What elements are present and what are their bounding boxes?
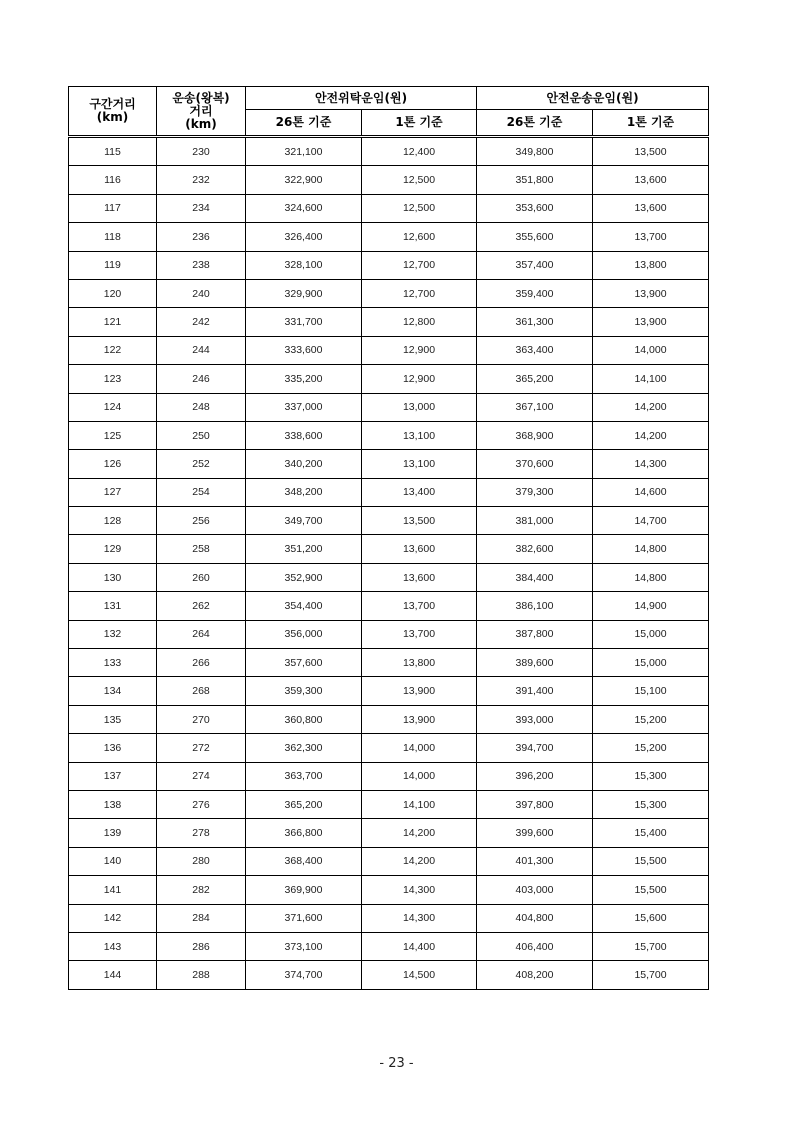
consignment-1ton-cell: 13,100 (362, 450, 477, 478)
section-distance-cell: 144 (69, 961, 157, 989)
consignment-26ton-cell: 360,800 (246, 705, 362, 733)
transport-26ton-cell: 359,400 (477, 279, 593, 307)
transport-distance-cell: 288 (157, 961, 246, 989)
transport-26ton-cell: 391,400 (477, 677, 593, 705)
consignment-26ton-cell: 373,100 (246, 932, 362, 960)
consignment-26ton-cell: 365,200 (246, 790, 362, 818)
table-row (69, 876, 709, 904)
consignment-1ton-cell: 13,700 (362, 620, 477, 648)
section-distance-cell: 137 (69, 762, 157, 790)
section-distance-cell: 116 (69, 166, 157, 194)
section-distance-cell: 139 (69, 819, 157, 847)
transport-distance-cell: 272 (157, 734, 246, 762)
section-distance-cell: 125 (69, 421, 157, 449)
transport-distance-cell: 270 (157, 705, 246, 733)
transport-26ton-cell: 368,900 (477, 421, 593, 449)
consignment-1ton-cell: 12,900 (362, 336, 477, 364)
section-distance-cell: 142 (69, 904, 157, 932)
consignment-1ton-cell: 12,700 (362, 251, 477, 279)
table-row (69, 137, 709, 166)
consignment-26ton-cell: 363,700 (246, 762, 362, 790)
consignment-1ton-cell: 12,600 (362, 223, 477, 251)
header-transport-1ton: 1톤 기준 (593, 110, 709, 137)
transport-distance-cell: 260 (157, 563, 246, 591)
table-row (69, 762, 709, 790)
section-distance-cell: 132 (69, 620, 157, 648)
header-unit: (km) (96, 110, 129, 124)
transport-distance-cell: 282 (157, 876, 246, 904)
transport-26ton-cell: 363,400 (477, 336, 593, 364)
header-transport-distance (157, 87, 246, 137)
transport-26ton-cell: 379,300 (477, 478, 593, 506)
table-row (69, 507, 709, 535)
consignment-1ton-cell: 14,500 (362, 961, 477, 989)
table-row (69, 847, 709, 875)
consignment-1ton-cell: 14,000 (362, 762, 477, 790)
table-row (69, 961, 709, 989)
consignment-1ton-cell: 13,400 (362, 478, 477, 506)
consignment-1ton-cell: 14,200 (362, 847, 477, 875)
header-label: 운송(왕복) (172, 90, 230, 105)
consignment-26ton-cell: 357,600 (246, 649, 362, 677)
transport-1ton-cell: 14,600 (593, 478, 709, 506)
header-group-consignment-rate: 안전위탁운임(원) (246, 87, 477, 110)
transport-1ton-cell: 13,700 (593, 223, 709, 251)
transport-26ton-cell: 381,000 (477, 507, 593, 535)
transport-26ton-cell: 357,400 (477, 251, 593, 279)
table-row (69, 904, 709, 932)
transport-26ton-cell: 384,400 (477, 563, 593, 591)
header-transport-26ton: 26톤 기준 (477, 110, 593, 137)
transport-26ton-cell: 382,600 (477, 535, 593, 563)
transport-26ton-cell: 387,800 (477, 620, 593, 648)
transport-distance-cell: 274 (157, 762, 246, 790)
section-distance-cell: 118 (69, 223, 157, 251)
header-label: 구간거리 (89, 97, 136, 111)
table-row (69, 734, 709, 762)
consignment-1ton-cell: 12,400 (362, 137, 477, 166)
section-distance-cell: 119 (69, 251, 157, 279)
table-row (69, 336, 709, 364)
transport-1ton-cell: 15,200 (593, 705, 709, 733)
transport-1ton-cell: 15,100 (593, 677, 709, 705)
section-distance-cell: 120 (69, 279, 157, 307)
transport-1ton-cell: 13,600 (593, 166, 709, 194)
consignment-1ton-cell: 14,400 (362, 932, 477, 960)
consignment-26ton-cell: 369,900 (246, 876, 362, 904)
section-distance-cell: 128 (69, 507, 157, 535)
consignment-1ton-cell: 13,800 (362, 649, 477, 677)
table-row (69, 251, 709, 279)
section-distance-cell: 121 (69, 308, 157, 336)
transport-1ton-cell: 15,500 (593, 847, 709, 875)
section-distance-cell: 126 (69, 450, 157, 478)
transport-1ton-cell: 13,500 (593, 137, 709, 166)
consignment-1ton-cell: 13,500 (362, 507, 477, 535)
consignment-26ton-cell: 322,900 (246, 166, 362, 194)
consignment-26ton-cell: 333,600 (246, 336, 362, 364)
table-row (69, 677, 709, 705)
transport-1ton-cell: 14,800 (593, 563, 709, 591)
table-row (69, 620, 709, 648)
transport-1ton-cell: 15,200 (593, 734, 709, 762)
transport-1ton-cell: 14,200 (593, 421, 709, 449)
transport-26ton-cell: 394,700 (477, 734, 593, 762)
section-distance-cell: 122 (69, 336, 157, 364)
transport-distance-cell: 242 (157, 308, 246, 336)
consignment-26ton-cell: 326,400 (246, 223, 362, 251)
section-distance-cell: 127 (69, 478, 157, 506)
transport-distance-cell: 280 (157, 847, 246, 875)
transport-distance-cell: 240 (157, 279, 246, 307)
consignment-1ton-cell: 14,000 (362, 734, 477, 762)
section-distance-cell: 129 (69, 535, 157, 563)
transport-distance-cell: 244 (157, 336, 246, 364)
table-row (69, 393, 709, 421)
consignment-1ton-cell: 13,000 (362, 393, 477, 421)
transport-distance-cell: 256 (157, 507, 246, 535)
table-row (69, 819, 709, 847)
consignment-1ton-cell: 14,300 (362, 904, 477, 932)
transport-distance-cell: 278 (157, 819, 246, 847)
transport-26ton-cell: 403,000 (477, 876, 593, 904)
transport-26ton-cell: 355,600 (477, 223, 593, 251)
transport-26ton-cell: 404,800 (477, 904, 593, 932)
consignment-26ton-cell: 374,700 (246, 961, 362, 989)
transport-distance-cell: 238 (157, 251, 246, 279)
table-row (69, 194, 709, 222)
transport-26ton-cell: 408,200 (477, 961, 593, 989)
table-row (69, 563, 709, 591)
consignment-1ton-cell: 13,600 (362, 535, 477, 563)
header-consignment-26ton: 26톤 기준 (246, 110, 362, 137)
section-distance-cell: 134 (69, 677, 157, 705)
consignment-26ton-cell: 335,200 (246, 365, 362, 393)
consignment-26ton-cell: 371,600 (246, 904, 362, 932)
transport-distance-cell: 276 (157, 790, 246, 818)
transport-distance-cell: 236 (157, 223, 246, 251)
transport-1ton-cell: 15,300 (593, 762, 709, 790)
consignment-1ton-cell: 12,500 (362, 194, 477, 222)
transport-1ton-cell: 15,600 (593, 904, 709, 932)
table-row (69, 592, 709, 620)
header-section-distance (69, 87, 157, 137)
transport-distance-cell: 268 (157, 677, 246, 705)
transport-1ton-cell: 15,000 (593, 649, 709, 677)
consignment-26ton-cell: 351,200 (246, 535, 362, 563)
consignment-1ton-cell: 13,900 (362, 705, 477, 733)
consignment-26ton-cell: 338,600 (246, 421, 362, 449)
table-body (69, 137, 709, 990)
transport-distance-cell: 254 (157, 478, 246, 506)
transport-distance-cell: 248 (157, 393, 246, 421)
page-number: - 23 - (379, 1056, 414, 1071)
table-header (69, 87, 709, 137)
section-distance-cell: 123 (69, 365, 157, 393)
transport-1ton-cell: 14,100 (593, 365, 709, 393)
consignment-26ton-cell: 352,900 (246, 563, 362, 591)
transport-distance-cell: 250 (157, 421, 246, 449)
section-distance-cell: 131 (69, 592, 157, 620)
transport-1ton-cell: 14,800 (593, 535, 709, 563)
transport-distance-cell: 284 (157, 904, 246, 932)
transport-26ton-cell: 353,600 (477, 194, 593, 222)
consignment-1ton-cell: 14,100 (362, 790, 477, 818)
consignment-26ton-cell: 359,300 (246, 677, 362, 705)
transport-26ton-cell: 406,400 (477, 932, 593, 960)
table-row (69, 932, 709, 960)
consignment-26ton-cell: 340,200 (246, 450, 362, 478)
transport-1ton-cell: 14,700 (593, 507, 709, 535)
transport-distance-cell: 246 (157, 365, 246, 393)
transport-26ton-cell: 393,000 (477, 705, 593, 733)
consignment-26ton-cell: 366,800 (246, 819, 362, 847)
consignment-26ton-cell: 337,000 (246, 393, 362, 421)
transport-distance-cell: 232 (157, 166, 246, 194)
transport-distance-cell: 262 (157, 592, 246, 620)
consignment-1ton-cell: 13,100 (362, 421, 477, 449)
header-unit: (km) (185, 116, 217, 131)
table-row (69, 365, 709, 393)
transport-26ton-cell: 386,100 (477, 592, 593, 620)
consignment-26ton-cell: 356,000 (246, 620, 362, 648)
transport-1ton-cell: 15,300 (593, 790, 709, 818)
consignment-1ton-cell: 12,500 (362, 166, 477, 194)
table-row (69, 478, 709, 506)
section-distance-cell: 136 (69, 734, 157, 762)
transport-26ton-cell: 401,300 (477, 847, 593, 875)
transport-1ton-cell: 15,700 (593, 961, 709, 989)
section-distance-cell: 141 (69, 876, 157, 904)
section-distance-cell: 143 (69, 932, 157, 960)
transport-1ton-cell: 13,800 (593, 251, 709, 279)
consignment-26ton-cell: 368,400 (246, 847, 362, 875)
transport-1ton-cell: 15,000 (593, 620, 709, 648)
transport-1ton-cell: 13,900 (593, 308, 709, 336)
consignment-26ton-cell: 362,300 (246, 734, 362, 762)
transport-1ton-cell: 15,400 (593, 819, 709, 847)
table-row (69, 223, 709, 251)
consignment-1ton-cell: 12,900 (362, 365, 477, 393)
consignment-1ton-cell: 12,700 (362, 279, 477, 307)
transport-26ton-cell: 361,300 (477, 308, 593, 336)
transport-26ton-cell: 389,600 (477, 649, 593, 677)
section-distance-cell: 124 (69, 393, 157, 421)
transport-1ton-cell: 13,600 (593, 194, 709, 222)
header-group-transport-rate: 안전운송운임(원) (477, 87, 709, 110)
transport-distance-cell: 258 (157, 535, 246, 563)
consignment-26ton-cell: 354,400 (246, 592, 362, 620)
section-distance-cell: 135 (69, 705, 157, 733)
consignment-26ton-cell: 329,900 (246, 279, 362, 307)
header-label: 거리 (189, 103, 213, 118)
table-row (69, 166, 709, 194)
transport-1ton-cell: 14,000 (593, 336, 709, 364)
header-consignment-1ton: 1톤 기준 (362, 110, 477, 137)
transport-distance-cell: 234 (157, 194, 246, 222)
table-row (69, 535, 709, 563)
freight-rate-table (68, 86, 709, 990)
table-row (69, 705, 709, 733)
transport-26ton-cell: 399,600 (477, 819, 593, 847)
transport-1ton-cell: 14,300 (593, 450, 709, 478)
section-distance-cell: 130 (69, 563, 157, 591)
table-row (69, 649, 709, 677)
transport-26ton-cell: 351,800 (477, 166, 593, 194)
table-row (69, 790, 709, 818)
consignment-26ton-cell: 324,600 (246, 194, 362, 222)
transport-1ton-cell: 14,900 (593, 592, 709, 620)
consignment-26ton-cell: 321,100 (246, 137, 362, 166)
table-row (69, 450, 709, 478)
table-row (69, 279, 709, 307)
section-distance-cell: 115 (69, 137, 157, 166)
consignment-1ton-cell: 13,700 (362, 592, 477, 620)
consignment-1ton-cell: 14,200 (362, 819, 477, 847)
consignment-1ton-cell: 12,800 (362, 308, 477, 336)
transport-distance-cell: 252 (157, 450, 246, 478)
transport-1ton-cell: 13,900 (593, 279, 709, 307)
consignment-1ton-cell: 13,600 (362, 563, 477, 591)
transport-26ton-cell: 365,200 (477, 365, 593, 393)
consignment-26ton-cell: 348,200 (246, 478, 362, 506)
transport-26ton-cell: 396,200 (477, 762, 593, 790)
consignment-1ton-cell: 13,900 (362, 677, 477, 705)
consignment-1ton-cell: 14,300 (362, 876, 477, 904)
section-distance-cell: 140 (69, 847, 157, 875)
transport-1ton-cell: 14,200 (593, 393, 709, 421)
section-distance-cell: 117 (69, 194, 157, 222)
section-distance-cell: 133 (69, 649, 157, 677)
consignment-26ton-cell: 349,700 (246, 507, 362, 535)
transport-26ton-cell: 397,800 (477, 790, 593, 818)
transport-1ton-cell: 15,500 (593, 876, 709, 904)
transport-1ton-cell: 15,700 (593, 932, 709, 960)
section-distance-cell: 138 (69, 790, 157, 818)
transport-distance-cell: 286 (157, 932, 246, 960)
transport-26ton-cell: 349,800 (477, 137, 593, 166)
transport-distance-cell: 264 (157, 620, 246, 648)
table-row (69, 421, 709, 449)
consignment-26ton-cell: 328,100 (246, 251, 362, 279)
transport-26ton-cell: 367,100 (477, 393, 593, 421)
table-row (69, 308, 709, 336)
transport-distance-cell: 230 (157, 137, 246, 166)
transport-26ton-cell: 370,600 (477, 450, 593, 478)
consignment-26ton-cell: 331,700 (246, 308, 362, 336)
transport-distance-cell: 266 (157, 649, 246, 677)
